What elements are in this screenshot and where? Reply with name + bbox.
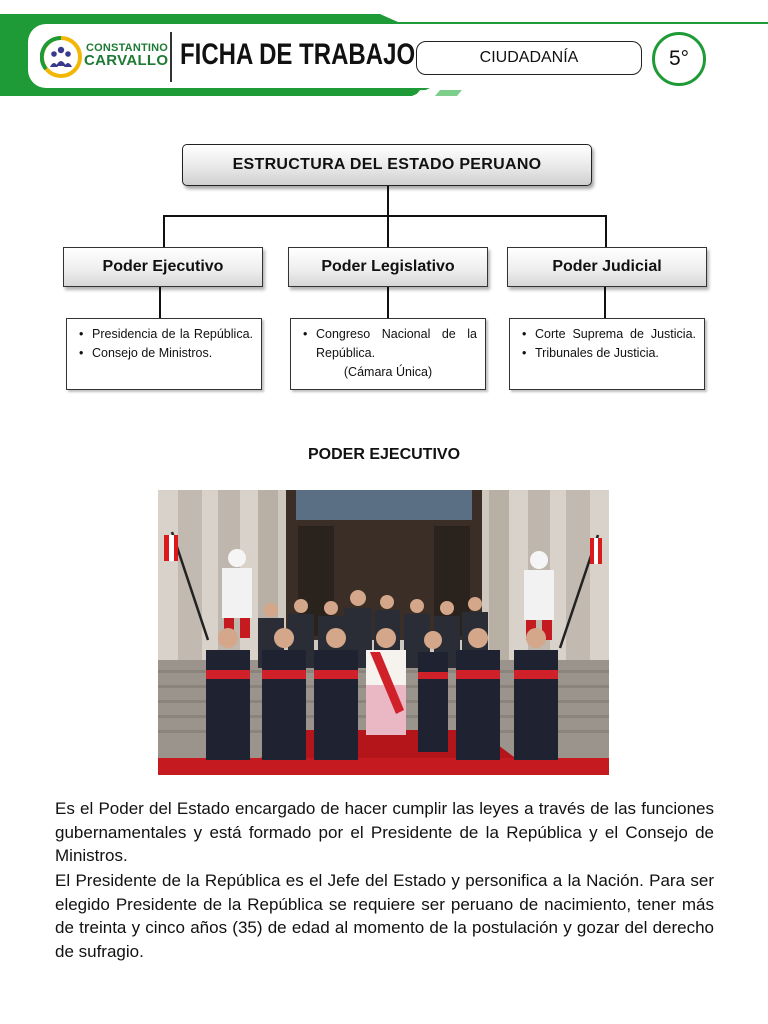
list-item: • Consejo de Ministros.	[75, 344, 253, 363]
header-divider	[170, 32, 172, 82]
branch-executive-list	[66, 318, 262, 390]
org-chart-title: ESTRUCTURA DEL ESTADO PERUANO	[182, 144, 592, 186]
connector-line	[605, 215, 607, 247]
cabinet-group-photo	[158, 490, 609, 775]
worksheet-title: FICHA DE TRABAJO	[180, 38, 416, 71]
branch-judicial-list	[509, 318, 705, 390]
list-item: • Corte Suprema de Justicia.	[518, 325, 696, 344]
connector-line	[604, 287, 606, 318]
branch-executive-box: Poder Ejecutivo	[63, 247, 263, 287]
connector-line	[163, 215, 607, 217]
list-item: • Tribunales de Justicia.	[518, 344, 696, 363]
subject-label: CIUDADANÍA	[416, 41, 642, 75]
grade-badge: 5°	[652, 32, 706, 86]
paragraph-2: El Presidente de la República es el Jefe del Estado y personifica a la Nación. Para ser elegido Presidente de la República se requiere ser peruano de nacimiento, tener más de treinta y cinco años (35) de edad al momento de la postulación y gozar del derecho de sufragio.	[55, 871, 714, 961]
branch-judicial-box: Poder Judicial	[507, 247, 707, 287]
connector-line	[163, 215, 165, 247]
paragraph-1: Es el Poder del Estado encargado de hacer cumplir las leyes a través de las funciones gubernamentales y está formado por el Presidente de la República y el Consejo de Ministros.	[55, 799, 714, 865]
list-item: • Congreso Nacional de la República.	[299, 325, 477, 363]
connector-line	[387, 186, 389, 216]
list-item-note: (Cámara Única)	[343, 365, 433, 379]
logo-text-line2: CARVALLO	[84, 52, 169, 69]
connector-line	[387, 287, 389, 318]
logo-text-line1: CONSTANTINO	[86, 42, 169, 54]
school-logo-icon	[40, 36, 82, 78]
branch-legislative-list	[290, 318, 486, 390]
connector-line	[387, 215, 389, 247]
section-title: PODER EJECUTIVO	[307, 446, 461, 463]
connector-line	[159, 287, 161, 318]
branch-legislative-box: Poder Legislativo	[288, 247, 488, 287]
list-item: • Presidencia de la República.	[75, 325, 253, 344]
